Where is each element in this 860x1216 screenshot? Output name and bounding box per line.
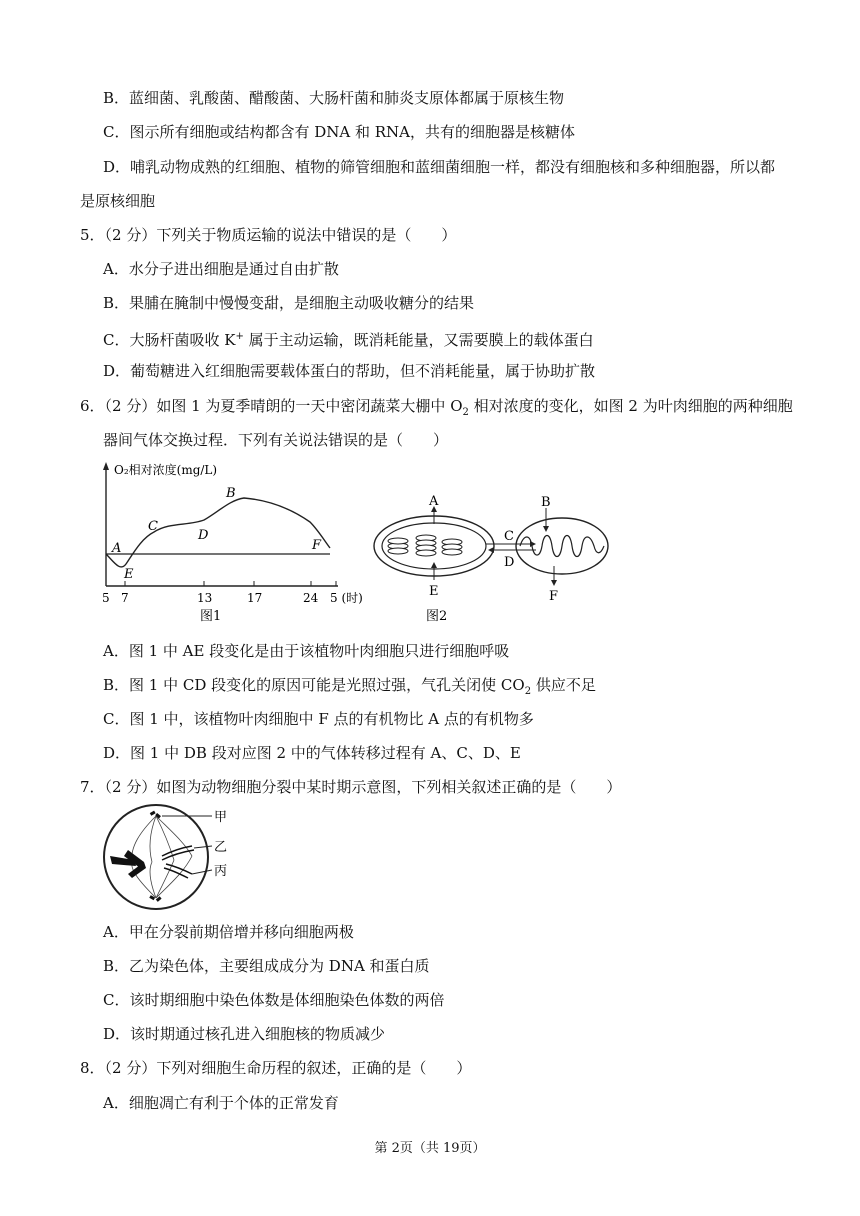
q6-option-c: C．图 1 中，该植物叶肉细胞中 F 点的有机物比 A 点的有机物多 (103, 710, 534, 728)
fig2-label-f: F (549, 589, 559, 604)
q6-stem-line1: 6．（2 分）如图 1 为夏季晴朗的一天中密闭蔬菜大棚中 $O_2$ 相对浓度的变化，如图 2 为叶肉细胞的两种细胞 (80, 397, 793, 418)
fig2-label-c: C (504, 529, 514, 544)
q5-option-d: D．葡萄糖进入红细胞需要载体蛋白的帮助，但不消耗能量，属于协助扩散 (103, 362, 596, 380)
fig2-label-b: B (541, 495, 551, 510)
fig-label-bing: 丙 (214, 864, 228, 879)
fig1-tick-17: 17 (247, 591, 263, 605)
fig1-point-d: D (198, 528, 209, 543)
figure-cell-division (100, 802, 250, 912)
q7-option-b: B．乙为染色体，主要组成成分为 DNA 和蛋白质 (103, 957, 430, 975)
fig1-tick-7: 7 (121, 591, 129, 605)
fig1-caption: 图1 (200, 609, 222, 624)
q8-option-a: A．细胞凋亡有利于个体的正常发育 (103, 1094, 339, 1112)
q5-option-c: C．大肠杆菌吸收 K+ 属于主动运输，既消耗能量，又需要膜上的载体蛋白 (103, 331, 594, 349)
q8-stem: 8．（2 分）下列对细胞生命历程的叙述，正确的是（ ） (80, 1059, 472, 1077)
fig1-tick-5: 5 (102, 591, 110, 605)
q4-option-d-line1: D．哺乳动物成熟的红细胞、植物的筛管细胞和蓝细菌细胞一样，都没有细胞核和多种细胞器，所以都 (103, 158, 776, 176)
fig2-label-a: A (429, 494, 439, 509)
q5-option-b: B．果脯在腌制中慢慢变甜，是细胞主动吸收糖分的结果 (103, 294, 475, 312)
q5-option-a: A．水分子进出细胞是通过自由扩散 (103, 260, 339, 278)
fig-label-jia: 甲 (214, 810, 228, 825)
fig1-point-a: A (112, 541, 122, 556)
figure-1-o2-curve (98, 460, 363, 625)
q6-option-a: A．图 1 中 AE 段变化是由于该植物叶肉细胞只进行细胞呼吸 (103, 642, 510, 660)
fig1-tick-13: 13 (197, 591, 213, 605)
q5-stem: 5．（2 分）下列关于物质运输的说法中错误的是（ ） (80, 226, 457, 244)
q6-stem-line2: 器间气体交换过程．下列有关说法错误的是（ ） (103, 431, 449, 449)
q7-stem: 7．（2 分）如图为动物细胞分裂中某时期示意图，下列相关叙述正确的是（ ） (80, 778, 622, 796)
q7-option-a: A．甲在分裂前期倍增并移向细胞两极 (103, 923, 354, 941)
fig2-label-d: D (504, 555, 515, 570)
page-footer: 第 2页（共 19页） (374, 1141, 486, 1156)
q7-option-d: D．该时期通过核孔进入细胞核的物质减少 (103, 1025, 386, 1043)
fig1-point-f: F (312, 538, 322, 553)
figure-2-organelles (368, 494, 618, 628)
q4-option-b: B．蓝细菌、乳酸菌、醋酸菌、大肠杆菌和肺炎支原体都属于原核生物 (103, 89, 565, 107)
q6-option-b: B．图 1 中 CD 段变化的原因可能是光照过强，气孔关闭使 $CO_2$ 供应不足 (103, 676, 596, 697)
fig-label-yi: 乙 (214, 840, 228, 855)
q6-option-d: D．图 1 中 DB 段对应图 2 中的气体转移过程有 A、C、D、E (103, 744, 521, 762)
q4-option-c: C．图示所有细胞或结构都含有 DNA 和 RNA，共有的细胞器是核糖体 (103, 123, 576, 141)
q4-option-d-line2: 是原核细胞 (80, 192, 156, 210)
fig1-tick-24: 24 (303, 591, 319, 605)
fig1-point-c: C (148, 519, 158, 534)
fig2-label-e: E (429, 584, 439, 599)
fig1-tick-5-end: 5 (时) (330, 591, 363, 605)
fig1-point-e: E (124, 567, 134, 582)
fig1-y-axis-label: O₂相对浓度(mg/L) (114, 463, 218, 477)
fig2-caption: 图2 (426, 609, 448, 624)
q7-option-c: C．该时期细胞中染色体数是体细胞染色体数的两倍 (103, 991, 445, 1009)
fig1-point-b: B (226, 486, 236, 501)
